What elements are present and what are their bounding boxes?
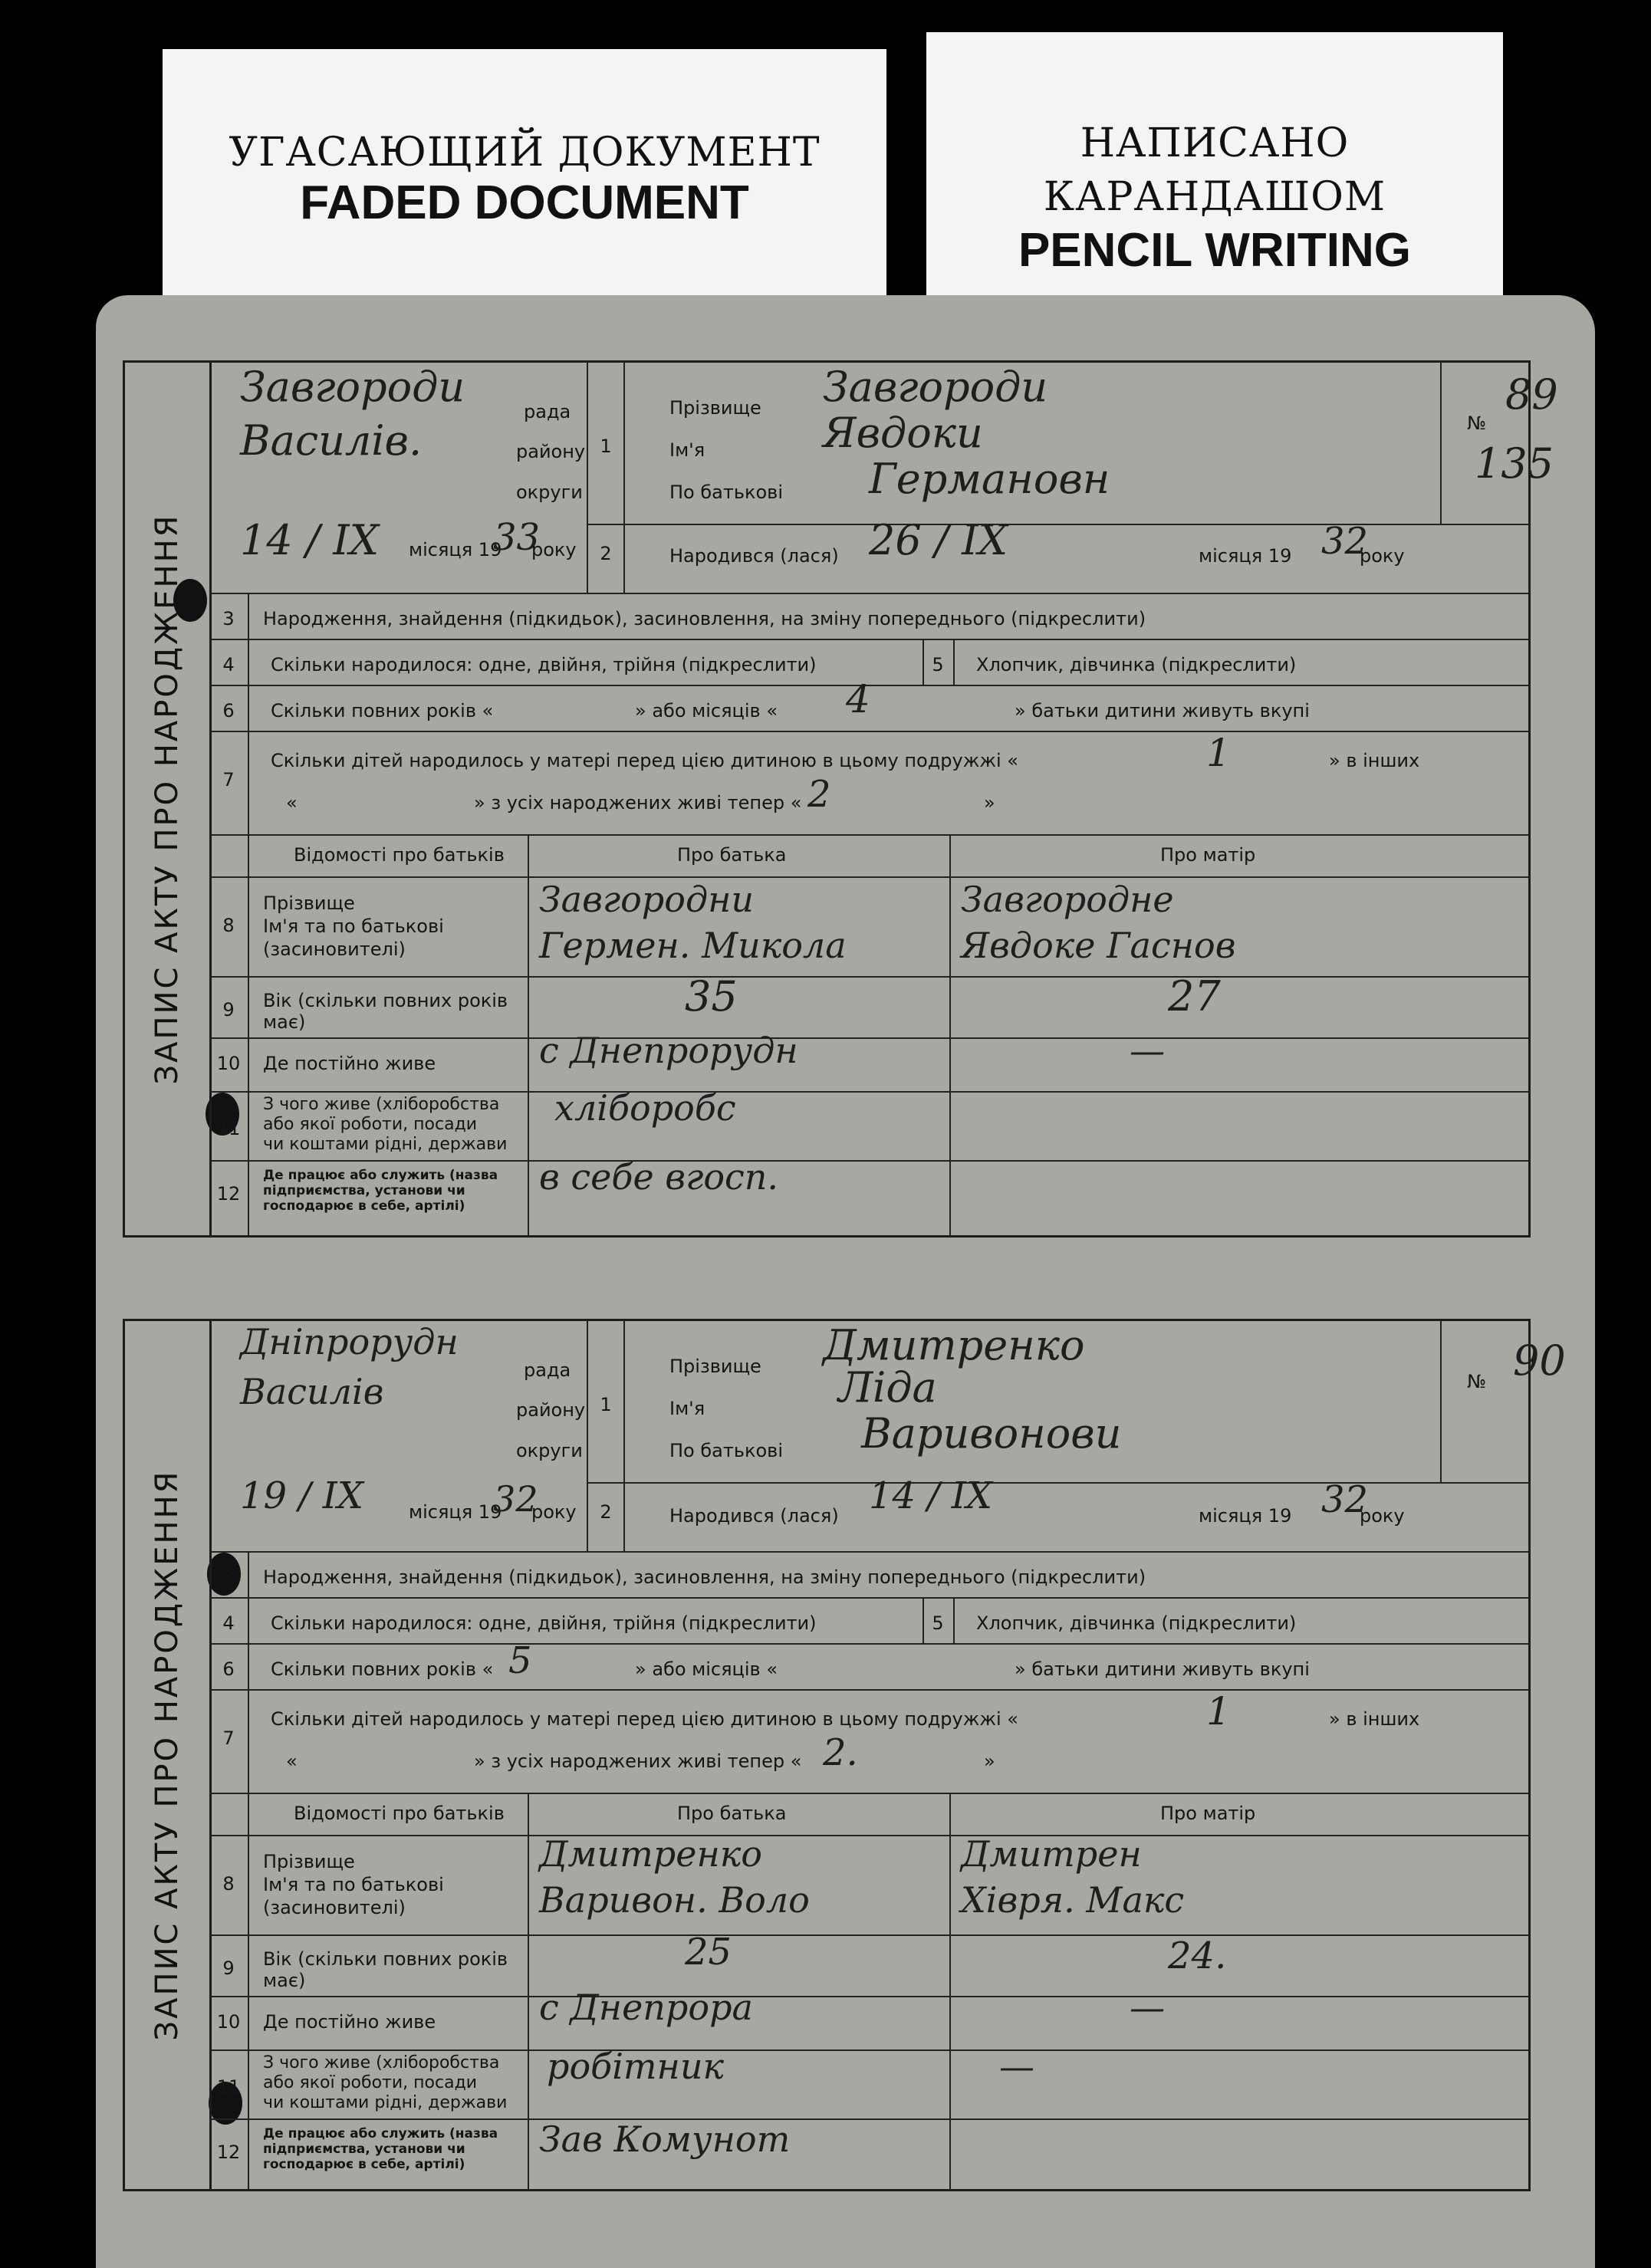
- surname-label: Прізвище: [669, 397, 761, 419]
- pencil-writing-banner: [926, 32, 1503, 302]
- birth-record-2: ЗАПИС АКТУ ПРО НАРОДЖЕННЯ Дніпрорудн рада Василів району округи 19 / IX місяця 19 32 року 1 Прізвище Дмитренко Ім'я Ліда По батькові Варивонови № 90 2 Народився (лася) 14 / IX місяця 19 32 року 3 Народження, знайдення (підкидьок), засиновлення, на зміну попереднього (підкреслити) 4 Скільки народилося: одне, двійня, трійня (підкреслити) 5 Хлопчик, дівчинка (підкреслити) 6 Скільки повних років « 5 » або місяців « » батьки дитини живуть вкупі 7 Скільки дітей народилось у матері перед цією дитиною в цьому подружжі « 1 » в інших « » з усіх народжених живі тепер « 2. » Відомості про батьків Про батька Про матір 8 Прізвище Ім'я та по батькові (засиновителі) Дмитренко Варивон. Воло Дмитрен Хівря. Макс 9 Вік (скільки повних років має) 25 24. 10 Де постійно живе с Днепрора — 11 З чого живе (хліборобства або якої роботи, посади чи коштами рідні, держави робітник — 12 Де працює або служить (назва підприємства, установи чи господарює в себе, артілі) Зав Комунот: [123, 1319, 1531, 2191]
- surname-label: Прізвище: [669, 1356, 761, 1377]
- raion-label: району: [516, 1399, 586, 1421]
- birth-month-label: місяця 19: [1199, 1505, 1292, 1527]
- mother-header: Про матір: [1160, 1803, 1256, 1824]
- months-together: 4: [846, 677, 870, 721]
- reg-year-label: року: [531, 539, 577, 560]
- mother-lives: —: [1130, 1030, 1165, 1071]
- children-before: 1: [1206, 731, 1231, 775]
- patronymic-value: Германовн: [869, 455, 1110, 503]
- patronymic-value: Варивонови: [861, 1409, 1122, 1458]
- row5-text: Хлопчик, дівчинка (підкреслити): [976, 1612, 1297, 1634]
- birth-year-label: року: [1360, 1505, 1405, 1527]
- row4-text: Скільки народилося: одне, двійня, трійня (підкреслити): [271, 654, 817, 675]
- reg-month-label: місяця 19: [409, 1501, 502, 1523]
- mother-age: 27: [1168, 972, 1221, 1021]
- faded-document-banner: [163, 49, 886, 302]
- children-alive: 2.: [823, 1731, 858, 1774]
- father-name: Завгородни Гермен. Микола: [539, 879, 847, 966]
- surname-value: Завгороди: [823, 363, 1048, 411]
- father-work: Зав Комунот: [539, 2118, 791, 2160]
- birth-label: Народився (лася): [669, 1505, 839, 1527]
- name-label: Ім'я: [669, 439, 705, 461]
- name-value: Явдоки: [823, 409, 983, 457]
- okruhy-label: округи: [516, 482, 583, 503]
- patronymic-label: По батькові: [669, 482, 783, 503]
- children-before: 1: [1206, 1689, 1231, 1734]
- raion-value: Василів: [240, 1371, 384, 1412]
- patronymic-label: По батькові: [669, 1440, 783, 1461]
- father-header: Про батька: [677, 844, 787, 866]
- record-number-2: 135: [1475, 439, 1554, 488]
- father-age: 25: [685, 1931, 732, 1974]
- father-header: Про батька: [677, 1803, 787, 1824]
- father-age: 35: [685, 972, 738, 1021]
- side-title: ЗАПИС АКТУ ПРО НАРОДЖЕННЯ: [125, 363, 212, 1235]
- birth-date-value: 26 / IX: [869, 516, 1008, 564]
- mother-income: —: [999, 2046, 1034, 2087]
- reg-year-label: року: [531, 1501, 577, 1523]
- faded-banner-en: FADED DOCUMENT: [300, 176, 749, 229]
- reg-year-value: 33: [493, 516, 541, 559]
- reg-month-label: місяця 19: [409, 539, 502, 560]
- record-number: 90: [1513, 1336, 1566, 1385]
- side-title: ЗАПИС АКТУ ПРО НАРОДЖЕННЯ: [125, 1321, 212, 2189]
- name-label: Ім'я: [669, 1398, 705, 1419]
- father-lives: с Днепрора: [539, 1987, 753, 2028]
- mother-name: Дмитрен Хівря. Макс: [961, 1833, 1185, 1921]
- raion-value: Василів.: [240, 416, 423, 465]
- pencil-banner-ru2: КАРАНДАШОМ: [1043, 174, 1386, 220]
- row5-text: Хлопчик, дівчинка (підкреслити): [976, 654, 1297, 675]
- record-number: 89: [1505, 370, 1558, 419]
- parents-header: Відомості про батьків: [294, 844, 505, 866]
- pencil-banner-ru1: НАПИСАНО: [1080, 120, 1350, 166]
- rada-value: Завгороди: [240, 363, 465, 411]
- father-income: робітник: [547, 2046, 724, 2087]
- number-label: №: [1467, 1371, 1486, 1392]
- faded-banner-ru: УГАСАЮЩИЙ ДОКУМЕНТ: [229, 130, 821, 176]
- row3-text: Народження, знайдення (підкидьок), засиновлення, на зміну попереднього (підкреслити): [263, 608, 1146, 629]
- row3-text: Народження, знайдення (підкидьок), засиновлення, на зміну попереднього (підкреслити): [263, 1566, 1146, 1588]
- birth-year-label: року: [1360, 545, 1405, 567]
- rada-label: рада: [524, 401, 571, 422]
- reg-date-value: 14 / IX: [240, 516, 380, 564]
- reg-date-value: 19 / IX: [240, 1474, 363, 1517]
- mother-name: Завгородне Явдоке Гаснов: [961, 879, 1236, 966]
- name-value: Ліда: [838, 1363, 937, 1412]
- birth-label: Народився (лася): [669, 545, 839, 567]
- years-together: 5: [508, 1639, 532, 1682]
- number-label: №: [1467, 413, 1486, 434]
- father-work: в себе вгосп.: [539, 1156, 779, 1198]
- birth-year-value: 32: [1321, 1478, 1369, 1521]
- okruhy-label: округи: [516, 1440, 583, 1461]
- row4-text: Скільки народилося: одне, двійня, трійня (підкреслити): [271, 1612, 817, 1634]
- reg-year-value: 32: [493, 1478, 538, 1520]
- mother-lives: —: [1130, 1987, 1165, 2028]
- father-lives: с Днепрорудн: [539, 1030, 798, 1071]
- surname-value: Дмитренко: [823, 1321, 1085, 1369]
- parents-header: Відомості про батьків: [294, 1803, 505, 1824]
- rada-value: Дніпрорудн: [240, 1321, 459, 1362]
- birth-date-value: 14 / IX: [869, 1474, 992, 1517]
- pencil-banner-en: PENCIL WRITING: [1018, 224, 1412, 277]
- birth-month-label: місяця 19: [1199, 545, 1292, 567]
- birth-record-1: ЗАПИС АКТУ ПРО НАРОДЖЕННЯ Завгороди рада Василів. району округи 14 / IX місяця 19 33 року 1 Прізвище Завгороди Ім'я Явдоки По батькові Германовн № 89 135 2 Народився (лася) 26 / IX місяця 19 32 року 3 Народження, знайдення (підкидьок), засиновлення, на зміну попереднього (підкреслити) 4 Скільки народилося: одне, двійня, трійня (підкреслити) 5 Хлопчик, дівчинка (підкреслити) 6 Скільки повних років « » або місяців « 4 » батьки дитини живуть вкупі 7 Скільки дітей народилось у матері перед цією дитиною в цьому подружжі « 1 » в інших « » з усіх народжених живі тепер « 2 » Відомості про батьків Про батька Про матір 8 Прізвище Ім'я та по батькові (засиновителі) Завгородни Гермен. Микола Завгородне Явдоке Гаснов 9 Вік (скільки повних років має) 35 27 10 Де постійно живе с Днепрорудн — 11 З чого живе (хліборобства або якої роботи, посади чи коштами рідні, держави хліборобс 12 Де працює або служить (назва підприємства, установи чи господарює в себе, артілі) в себе вгосп.: [123, 360, 1531, 1238]
- father-name: Дмитренко Варивон. Воло: [539, 1833, 810, 1921]
- father-income: хліборобс: [554, 1087, 736, 1129]
- children-alive: 2: [807, 773, 831, 816]
- raion-label: району: [516, 441, 586, 462]
- mother-age: 24.: [1168, 1934, 1227, 1977]
- rada-label: рада: [524, 1359, 571, 1381]
- mother-header: Про матір: [1160, 844, 1256, 866]
- birth-year-value: 32: [1321, 520, 1369, 563]
